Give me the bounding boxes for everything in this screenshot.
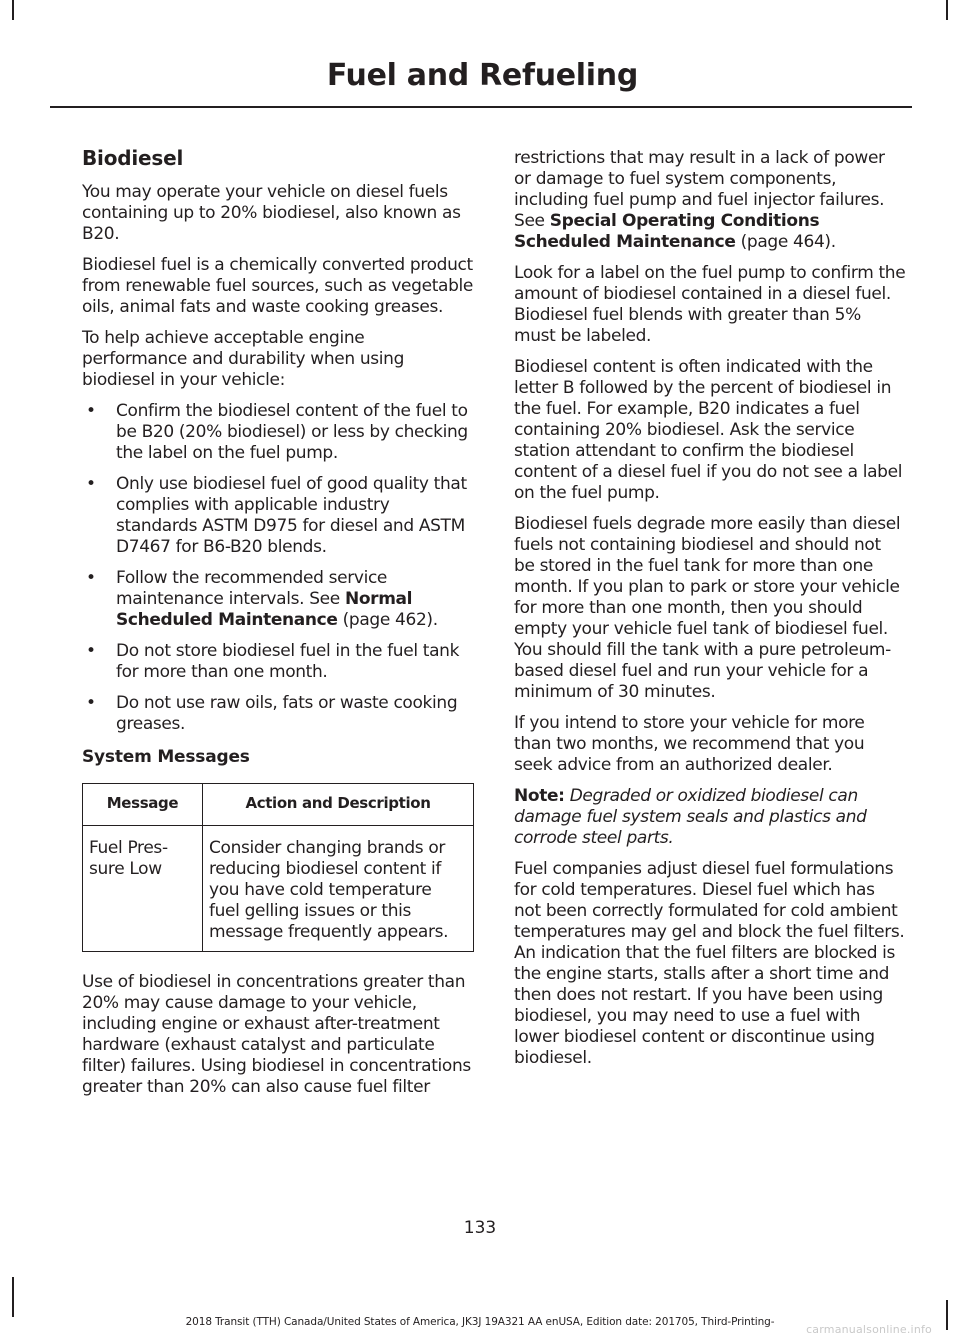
table-header-row — [83, 784, 474, 826]
paragraph: Biodiesel content is often indicated with the letter B followed by the percent of biodiesel in the fuel. For example, B20 indicates a fuel containing 20% biodiesel. Ask the service station attendant to confirm the biodiesel content of a diesel fuel if you do not see a label on the fuel pump. — [514, 357, 903, 503]
cross-reference-link[interactable]: Normal Scheduled Maintenance — [116, 589, 413, 630]
paragraph: If you intend to store your vehicle for more than two months, we recommend that you seek advice from an authorized dealer. — [514, 713, 865, 775]
list-item: • Only use biodiesel fuel of good quality that complies with applicable industry standards ASTM D975 for diesel and ASTM D7467 for B6-B20 blends. — [82, 474, 474, 558]
watermark: carmanualsonline.info — [806, 1323, 932, 1336]
page-number: 133 — [463, 1218, 497, 1238]
note-text: Degraded or oxidized biodiesel can damage fuel system seals and plastics and corrode steel parts. — [514, 786, 867, 848]
see-label: See — [309, 589, 340, 609]
footer-doc-info: 2018 Transit (TTH) Canada/United States of America, JK3J 19A321 AA enUSA, Edition date: 201705, Third-Printing- — [185, 1316, 775, 1328]
note — [514, 786, 906, 849]
paragraph: Look for a label on the fuel pump to confirm the amount of biodiesel contained in a diesel fuel. Biodiesel fuel blends with greater than 5% must be labeled. — [514, 263, 906, 346]
list-item: • Do not use raw oils, fats or waste cooking greases. — [82, 693, 474, 735]
system-messages-table — [82, 783, 474, 952]
message-cell: Fuel Pres-sure Low — [83, 826, 203, 952]
paragraph: To help achieve acceptable engine performance and durability when using biodiesel in your vehicle: — [82, 328, 405, 390]
paragraph: Use of biodiesel in concentrations greater than 20% may cause damage to your vehicle, including engine or exhaust after-treatment hardware (exhaust catalyst and particulate filter) failures. Using biodiesel in concentrations greater than 20% can also cause fuel filter — [82, 972, 471, 1097]
crop-mark-bottom-left — [12, 1277, 14, 1317]
description-cell: Consider changing brands or reducing biodiesel content if you have cold temperature fuel gelling issues or this message frequently appears. — [203, 826, 474, 952]
column-header-message: Message — [83, 784, 203, 826]
column-header-action: Action and Description — [203, 784, 474, 826]
note-label: Note: — [514, 786, 565, 806]
paragraph: Fuel companies adjust diesel fuel formulations for cold temperatures. Diesel fuel which has not been correctly formulated for cold ambient temperatures may gel and block the fuel filters. An indication that the fuel filters are blocked is the engine starts, stalls after a short time and then does not restart. If you have been using biodiesel, you may need to use a fuel with lower biodiesel content or discontinue using biodiesel. — [514, 859, 905, 1068]
table-row — [83, 826, 474, 952]
subheading-system-messages: System Messages — [82, 747, 250, 767]
list-item-text: Follow the recommended service maintenance intervals. — [116, 568, 388, 609]
list-item — [82, 568, 474, 631]
page-reference: (page 462). — [342, 610, 438, 630]
section-heading-biodiesel: Biodiesel — [82, 146, 184, 170]
paragraph — [514, 148, 906, 253]
list-item: • Do not store biodiesel fuel in the fuel tank for more than one month. — [82, 641, 474, 683]
right-column — [514, 148, 906, 1079]
paragraph-text: restrictions that may result in a lack of power or damage to fuel system components, including fuel pump and fuel injector failures. — [514, 148, 885, 210]
paragraph: Biodiesel fuel is a chemically converted product from renewable fuel sources, such as vegetable oils, animal fats and waste cooking greases. — [82, 255, 473, 317]
header-divider — [50, 106, 912, 108]
list-item: • Confirm the biodiesel content of the fuel to be B20 (20% biodiesel) or less by checking the label on the fuel pump. — [82, 401, 474, 464]
page-header-title: Fuel and Refueling — [326, 58, 638, 93]
page-reference: (page 464). — [740, 232, 836, 252]
see-label: See — [514, 211, 545, 231]
left-column — [82, 142, 474, 1108]
crop-mark-top-left — [12, 0, 14, 20]
paragraph: Biodiesel fuels degrade more easily than diesel fuels not containing biodiesel and should not be stored in the fuel tank for more than one month. If you plan to park or store your vehicle for more than one month, then you should empty your vehicle fuel tank of biodiesel fuel. You should fill the tank with a pure petroleum-based diesel fuel and run your vehicle for a minimum of 30 minutes. — [514, 514, 901, 702]
crop-mark-top-right — [946, 0, 948, 20]
cross-reference-link[interactable]: Special Operating Conditions Scheduled Maintenance — [514, 211, 820, 252]
paragraph: You may operate your vehicle on diesel fuels containing up to 20% biodiesel, also known as B20. — [82, 182, 461, 244]
bullet-list — [82, 401, 474, 735]
